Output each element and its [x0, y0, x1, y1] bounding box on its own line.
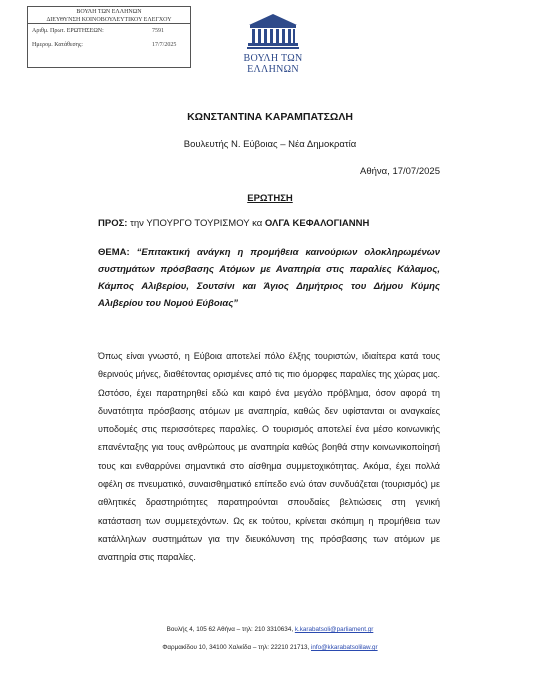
document-date: Αθήνα, 17/07/2025	[360, 166, 440, 177]
subject-label: ΘΕΜΑ:	[98, 247, 130, 258]
subject-text: “Επιτακτική ανάγκη η προμήθεια καινούριων ολοκληρωμένων συστημάτων πρόσβασης Ατόμων με Αναπηρία στις παραλίες Κάλαμος, Κάμπος Αλιβερίου, Σουτσίνι και Άγιος Δημήτριος του Δήμου Κύμης Αλιβερίου του Νομού Εύβοιας”	[98, 247, 440, 309]
parliament-logo	[218, 12, 328, 75]
stamp-date-row	[28, 38, 190, 52]
body-paragraph: Όπως είναι γνωστό, η Εύβοια αποτελεί πόλο έλξης τουριστών, ιδιαίτερα κατά τους θερινούς μήνες, διαθέτοντας ορισμένες από τις πιο όμορφες παραλίες της χώρας μας. Ωστόσο, έχει παρατηρηθεί εδώ και καιρό ένα μεγάλο πρόβλημα, όσον αφορά τη δυνατότητα πρόσβασης ατόμων με αναπηρία, καθώς δεν υφίστανται οι αναγκαίες υποδομές στις περισσότερες παραλίες. Ο τουρισμός αποτελεί ένα μέσο κοινωνικής επανένταξης για τους ανθρώπους με αναπηρία καθώς βοηθά στην κοινωνικοποίησή τους και ενθαρρύνει σημαντικά στο αίσθημα συμμετοχικότητας. Ακόμα, έχει πολλά οφέλη σε πνευματικό, συναισθηματικό επίπεδο ενώ όταν συνδυάζεται (τουρισμός) με αθλητικές δραστηριότητες παρατηρούνται σπουδαίες βελτιώσεις στη γενική κατάσταση των συμμετεχόντων. Ως εκ τούτου, κρίνεται σκόπιμη η προμήθεια των κατάλληλων συστημάτων για την διευκόλυνση της πρόσβασης των ατόμων με αναπηρία στις παραλίες.	[98, 351, 440, 563]
registration-stamp	[27, 6, 191, 68]
stamp-date-value: 17/7/2025	[152, 42, 177, 48]
footer-email-office[interactable]: info@kkarabatsolilaw.gr	[311, 644, 378, 651]
footer-line-athens	[0, 626, 540, 633]
sender-name: ΚΩΝΣΤΑΝΤΙΝΑ ΚΑΡΑΜΠΑΤΣΩΛΗ	[187, 111, 353, 123]
parliament-building-icon	[247, 12, 299, 50]
document-type: ΕΡΩΤΗΣΗ	[247, 193, 293, 204]
recipient-line	[98, 218, 369, 229]
recipient-text: την ΥΠΟΥΡΓΟ ΤΟΥΡΙΣΜΟΥ κα	[127, 218, 265, 229]
stamp-line2: ΔΙΕΥΘΥΝΣΗ ΚΟΙΝΟΒΟΥΛΕΥΤΙΚΟΥ ΕΛΕΓΧΟΥ	[46, 17, 172, 23]
sender-role: Βουλευτής Ν. Εύβοιας – Νέα Δημοκρατία	[183, 139, 357, 150]
recipient-label: ΠΡΟΣ:	[98, 218, 128, 229]
footer-address-athens: Βουλής 4, 105 62 Αθήνα – τηλ: 210 3310634,	[166, 626, 295, 633]
stamp-number-row	[28, 24, 190, 38]
logo-text: ΒΟΥΛΗ ΤΩΝ ΕΛΛΗΝΩΝ	[243, 53, 303, 75]
footer-line-chalkida	[0, 644, 540, 651]
stamp-header	[28, 7, 190, 24]
subject-block	[98, 244, 440, 312]
stamp-date-label: Ημερομ. Κατάθεσης:	[32, 42, 83, 48]
stamp-number-label: Αριθμ. Πρωτ. ΕΡΩΤΗΣΕΩΝ:	[32, 28, 104, 34]
footer-address-chalkida: Φαρμακίδου 10, 34100 Χαλκίδα – τηλ: 22210 21713,	[162, 644, 312, 651]
recipient-name: ΟΛΓΑ ΚΕΦΑΛΟΓΙΑΝΝΗ	[264, 218, 370, 229]
stamp-number-value: 7591	[152, 28, 164, 34]
stamp-line1: ΒΟΥΛΗ ΤΩΝ ΕΛΛΗΝΩΝ	[76, 9, 142, 15]
footer-email-parliament[interactable]: k.karabatsoli@parliament.gr	[294, 626, 374, 633]
